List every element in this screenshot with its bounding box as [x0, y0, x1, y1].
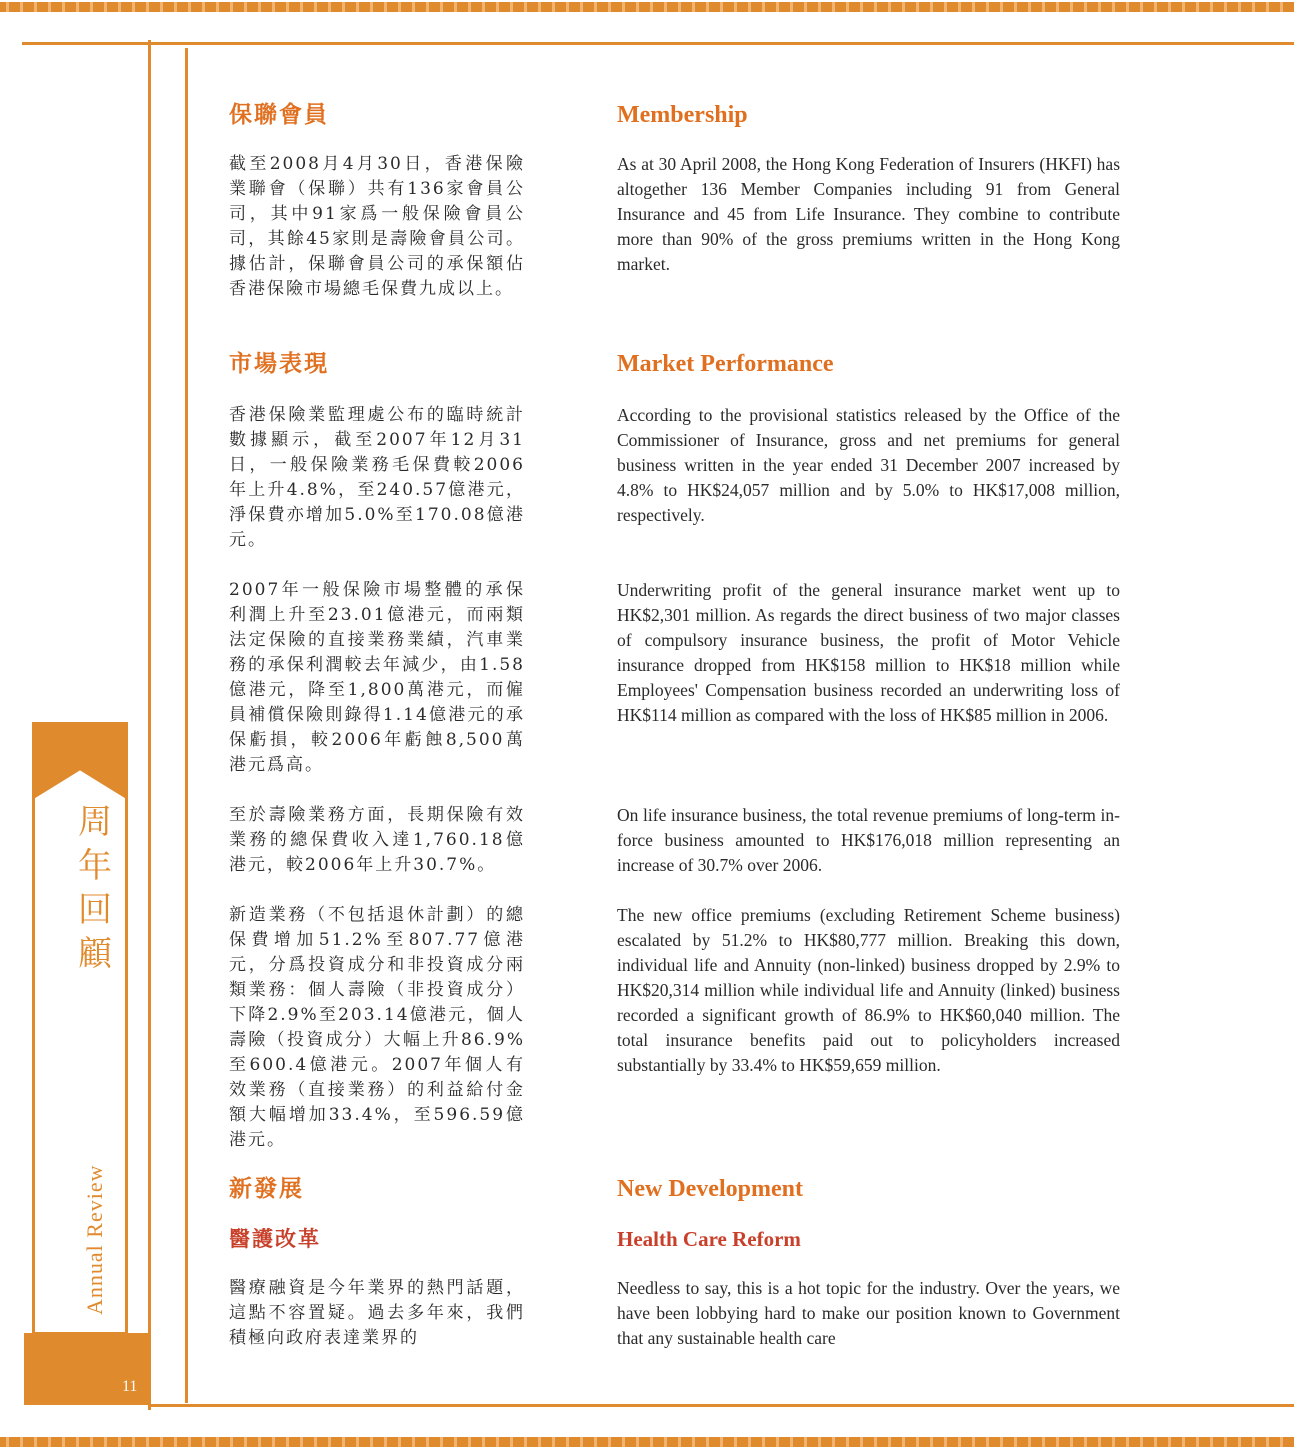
heading-market-cn: 市場表現 — [229, 350, 329, 377]
market-heading-block-en — [617, 349, 1120, 379]
left-margin-rule — [148, 40, 151, 1410]
healthcare-body-en: Needless to say, this is a hot topic for the industry. Over the years, we have been lobbying hard to make our position known to Government that any sustainable health care — [617, 1278, 1120, 1348]
heading-market-en: Market Performance — [617, 351, 834, 377]
bottom-rule — [150, 1404, 1294, 1407]
top-rule — [22, 42, 1294, 45]
market-p3-cn: 至於壽險業務方面，長期保險有效業務的總保費收入達1,760.18億港元，較2006年上升30.7%。 — [229, 805, 525, 875]
market-p4-cn: 新造業務（不包括退休計劃）的總保費增加51.2%至807.77億港元，分爲投資成分和非投資成分兩類業務：個人壽險（非投資成分）下降2.9%至203.14億港元，個人壽險（投資成分）大幅上升86.9%至600.4億港元。2007年個人有效業務（直接業務）的利益給付金額大幅增加33.4%，至596.59億港元。 — [229, 905, 525, 1150]
market-p1-en: According to the provisional statistics released by the Office of the Commissioner of Insurance, gross and net premiums for general business written in the year ended 31 December 2007 increased by 4.8% to HK$24,057 million and by 5.0% to HK$17,008 million, respectively. — [617, 405, 1120, 525]
development-en — [617, 1174, 1120, 1351]
market-p1-cn: 香港保險業監理處公布的臨時統計數據顯示，截至2007年12月31日，一般保險業務毛保費較2006年上升4.8%，至240.57億港元，淨保費亦增加5.0%至170.08億港元。 — [229, 405, 525, 550]
heading-membership-en: Membership — [617, 102, 748, 128]
page-number: 11 — [122, 1378, 138, 1395]
market-p2-cn: 2007年一般保險市場整體的承保利潤上升至23.01億港元，而兩類法定保險的直接業務業績，汽車業務的承保利潤較去年減少，由1.58億港元，降至1,800萬港元，而僱員補償保險則錄得1.14億港元的承保虧損，較2006年虧蝕8,500萬港元爲高。 — [229, 580, 525, 775]
heading-development-en: New Development — [617, 1176, 803, 1202]
bottom-border — [0, 1437, 1294, 1447]
market-p3-en: On life insurance business, the total revenue premiums of long-term in-force business amounted to HK$176,018 million representing an increase of 30.7% over 2006. — [617, 805, 1120, 875]
membership-cn — [229, 100, 525, 302]
healthcare-body-cn: 醫療融資是今年業界的熱門話題，這點不容置疑。過去多年來，我們積極向政府表達業界的 — [229, 1278, 525, 1348]
section-tab-title-cn: 周 年 回 顧 — [78, 802, 112, 974]
left-margin-rule-inner — [185, 48, 188, 1403]
membership-en — [617, 100, 1120, 277]
membership-body-en: As at 30 April 2008, the Hong Kong Federation of Insurers (HKFI) has altogether 136 Member Companies including 91 from General Insurance and 45 from Life Insurance. They combine to contribute more than 90% of the gross premiums written in the Hong Kong market. — [617, 154, 1120, 274]
subheading-healthcare-cn: 醫護改革 — [229, 1226, 321, 1251]
development-cn — [229, 1174, 525, 1351]
heading-membership-cn: 保聯會員 — [229, 101, 329, 128]
market-p2-en: Underwriting profit of the general insurance market went up to HK$2,301 million. As regards the direct business of two major classes of compulsory insurance business, the profit of Motor Vehicle insurance dropped from HK$158 million to HK$18 million while Employees' Compensation business recorded an underwriting loss of HK$114 million as compared with the loss of HK$85 million in 2006. — [617, 580, 1120, 725]
market-p4-en: The new office premiums (excluding Retirement Scheme business) escalated by 51.2% to HK$80,777 million. Breaking this down, individual life and Annuity (non-linked) business dropped by 2.9% to HK$20,314 million while individual life and Annuity (linked) business recorded a significant growth of 86.9% to HK$60,040 million. The total insurance benefits paid out to policyholders increased substantially by 33.4% to HK$59,659 million. — [617, 905, 1120, 1075]
top-border — [0, 2, 1294, 12]
membership-body-cn: 截至2008月4月30日，香港保險業聯會（保聯）共有136家會員公司，其中91家爲一般保險會員公司，其餘45家則是壽險會員公司。據估計，保聯會員公司的承保額佔香港保險市場總毛保費九成以上。 — [229, 154, 525, 299]
section-tab-title-en: Annual Review — [82, 1164, 107, 1315]
heading-development-cn: 新發展 — [229, 1175, 304, 1202]
market-heading-block-cn — [229, 349, 525, 379]
subheading-healthcare-en: Health Care Reform — [617, 1227, 801, 1251]
